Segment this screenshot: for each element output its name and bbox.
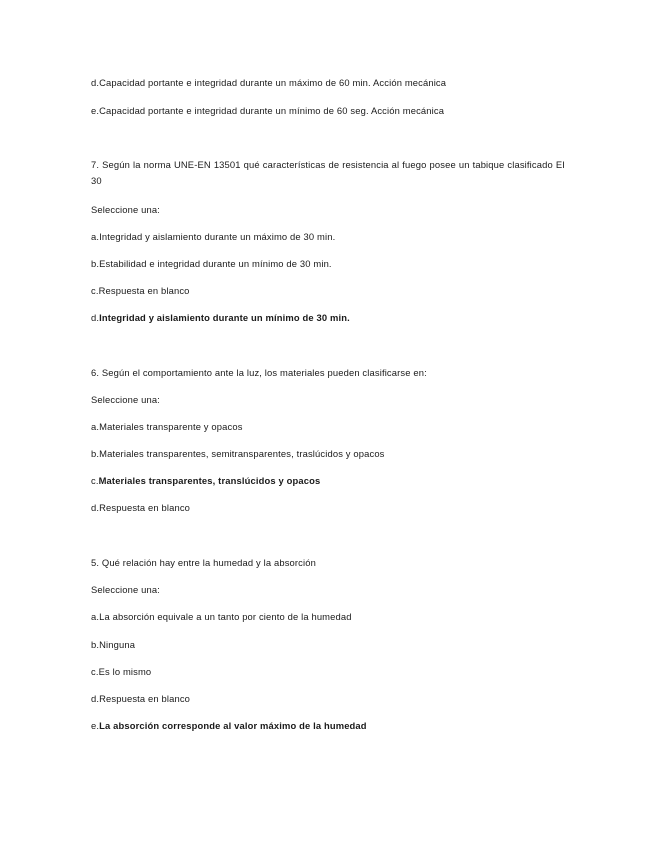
question-7-option-d	[91, 312, 350, 324]
option-e: e.Capacidad portante e integridad durante un mínimo de 60 seg. Acción mecánica	[91, 105, 445, 116]
correct-answer: Integridad y aislamiento durante un mínimo de 30 min.	[99, 312, 350, 323]
question-7-text: 7. Según la norma UNE-EN 13501 qué características de resistencia al fuego posee un tabique clasificado EI 30	[91, 159, 565, 186]
question-5-option-b: b.Ninguna	[91, 639, 136, 650]
option-prefix: d.	[91, 312, 100, 323]
correct-answer: Materiales transparentes, translúcidos y opacos	[98, 475, 321, 486]
question-6-option-a: a.Materiales transparente y opacos	[91, 421, 243, 432]
question-5-option-e	[91, 720, 367, 732]
correct-answer: La absorción corresponde al valor máximo de la humedad	[99, 720, 367, 731]
question-5-option-d: d.Respuesta en blanco	[91, 693, 191, 704]
question-6-option-d: d.Respuesta en blanco	[91, 502, 191, 513]
question-7-option-a: a.Integridad y aislamiento durante un máximo de 30 min.	[91, 231, 336, 242]
question-6-option-b: b.Materiales transparentes, semitransparentes, traslúcidos y opacos	[91, 448, 385, 459]
question-5-option-c: c.Es lo mismo	[91, 666, 152, 677]
option-prefix: e.	[91, 720, 100, 731]
question-6-prompt: Seleccione una:	[91, 394, 160, 405]
option-d: d.Capacidad portante e integridad durante un máximo de 60 min. Acción mecánica	[91, 77, 447, 88]
question-6-text: 6. Según el comportamiento ante la luz, los materiales pueden clasificarse en:	[91, 367, 427, 378]
question-5-option-a: a.La absorción equivale a un tanto por ciento de la humedad	[91, 611, 352, 622]
question-5-prompt: Seleccione una:	[91, 584, 160, 595]
question-5-text: 5. Qué relación hay entre la humedad y la absorción	[91, 557, 316, 568]
question-6-option-c	[91, 475, 320, 487]
question-7-option-b: b.Estabilidad e integridad durante un mínimo de 30 min.	[91, 258, 332, 269]
question-7-prompt: Seleccione una:	[91, 204, 160, 215]
question-7-option-c: c.Respuesta en blanco	[91, 285, 190, 296]
option-prefix: c.	[91, 475, 99, 486]
